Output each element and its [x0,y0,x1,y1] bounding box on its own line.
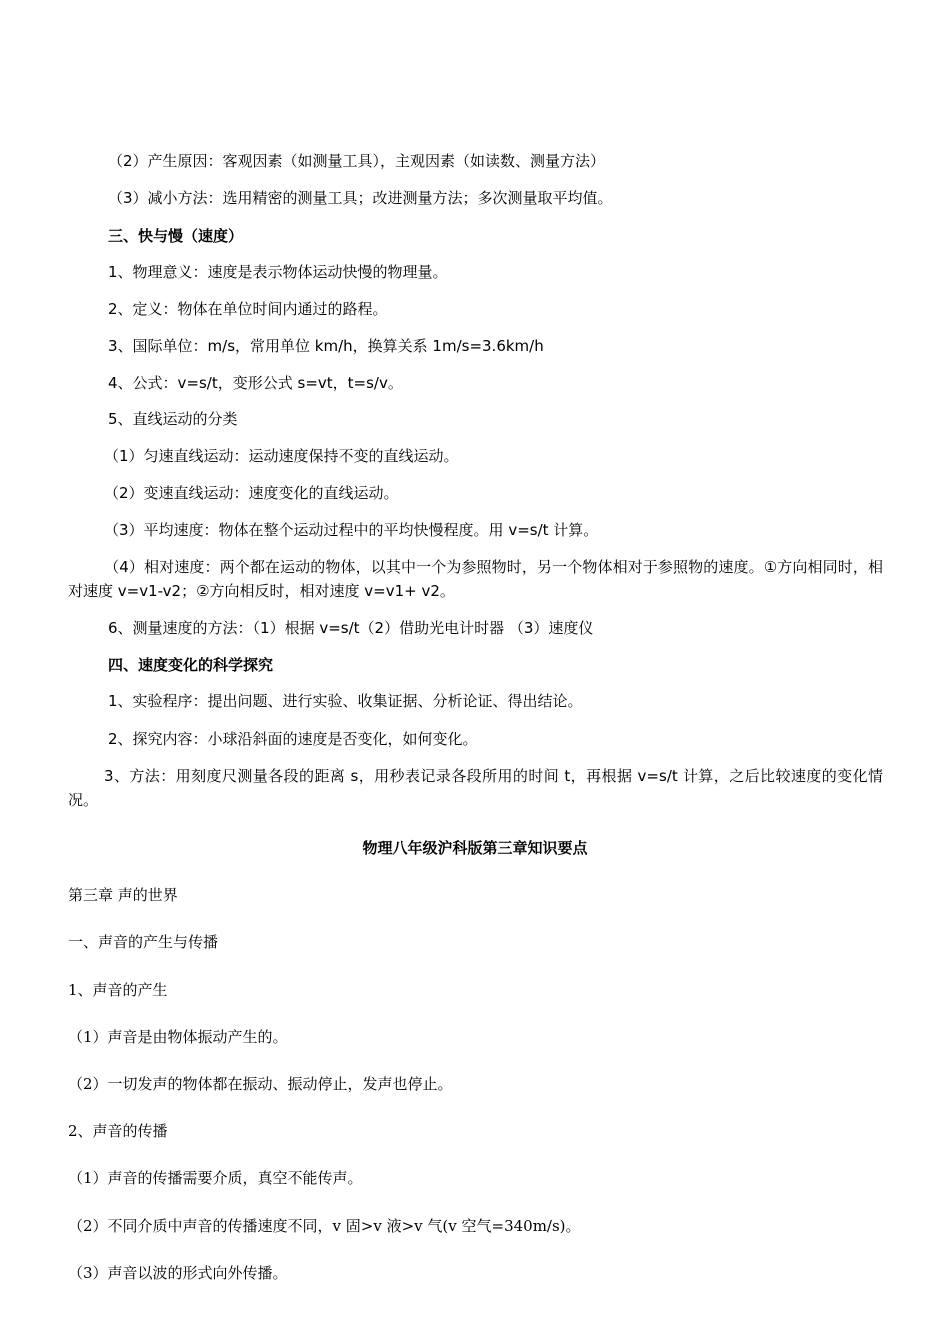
part-heading: 一、声音的产生与传播 [68,933,219,951]
sound-production-item: （1）声音是由物体振动产生的。 [68,1028,288,1046]
chapter-title: 物理八年级沪科版第三章知识要点 [362,839,588,857]
speed-definition: 2、定义：物体在单位时间内通过的路程。 [108,300,388,318]
average-speed: （3）平均速度：物体在整个运动过程中的平均快慢程度。用 v=s/t 计算。 [104,521,599,539]
speed-unit: 3、国际单位：m/s，常用单位 km/h，换算关系 1m/s=3.6km/h [108,337,544,355]
chapter-heading: 第三章 声的世界 [68,886,178,904]
section-heading-experiment: 四、速度变化的科学探究 [108,656,274,674]
sound-propagation-heading: 2、声音的传播 [68,1122,168,1140]
speed-measurement: 6、测量速度的方法：（1）根据 v=s/t（2）借助光电计时器 （3）速度仪 [108,619,594,637]
relative-speed-paragraph [68,555,883,603]
error-reduce: （3）减小方法：选用精密的测量工具；改进测量方法；多次测量取平均值。 [108,189,613,207]
section-heading-speed: 三、快与慢（速度） [108,227,244,245]
relative-speed-text: （4）相对速度：两个都在运动的物体，以其中一个为参照物时，另一个物体相对于参照物的速度。①方向相同时，相对速度 v=v1-v2；②方向相反时，相对速度 v=v1+ v2。 [68,558,883,600]
experiment-method-paragraph [68,764,883,812]
sound-propagation-item: （3）声音以波的形式向外传播。 [68,1264,288,1282]
variable-motion: （2）变速直线运动：速度变化的直线运动。 [104,484,399,502]
motion-classification: 5、直线运动的分类 [108,410,238,428]
error-cause: （2）产生原因：客观因素（如测量工具），主观因素（如读数、测量方法） [108,152,606,170]
speed-formula: 4、公式：v=s/t，变形公式 s=vt，t=s/v。 [108,374,403,392]
speed-meaning: 1、物理意义：速度是表示物体运动快慢的物理量。 [108,263,448,281]
experiment-method-text: 3、方法：用刻度尺测量各段的距离 s，用秒表记录各段所用的时间 t，再根据 v=s/t 计算，之后比较速度的变化情况。 [68,767,883,809]
sound-production-item: （2）一切发声的物体都在振动、振动停止，发声也停止。 [68,1075,453,1093]
sound-propagation-item: （1）声音的传播需要介质，真空不能传声。 [68,1169,363,1187]
sound-production-heading: 1、声音的产生 [68,981,168,999]
experiment-content: 2、探究内容：小球沿斜面的速度是否变化，如何变化。 [108,730,478,748]
sound-propagation-item: （2）不同介质中声音的传播速度不同，v 固>v 液>v 气(v 空气=340m/s)。 [68,1217,581,1235]
uniform-motion: （1）匀速直线运动：运动速度保持不变的直线运动。 [104,447,459,465]
experiment-procedure: 1、实验程序：提出问题、进行实验、收集证据、分析论证、得出结论。 [108,692,583,710]
